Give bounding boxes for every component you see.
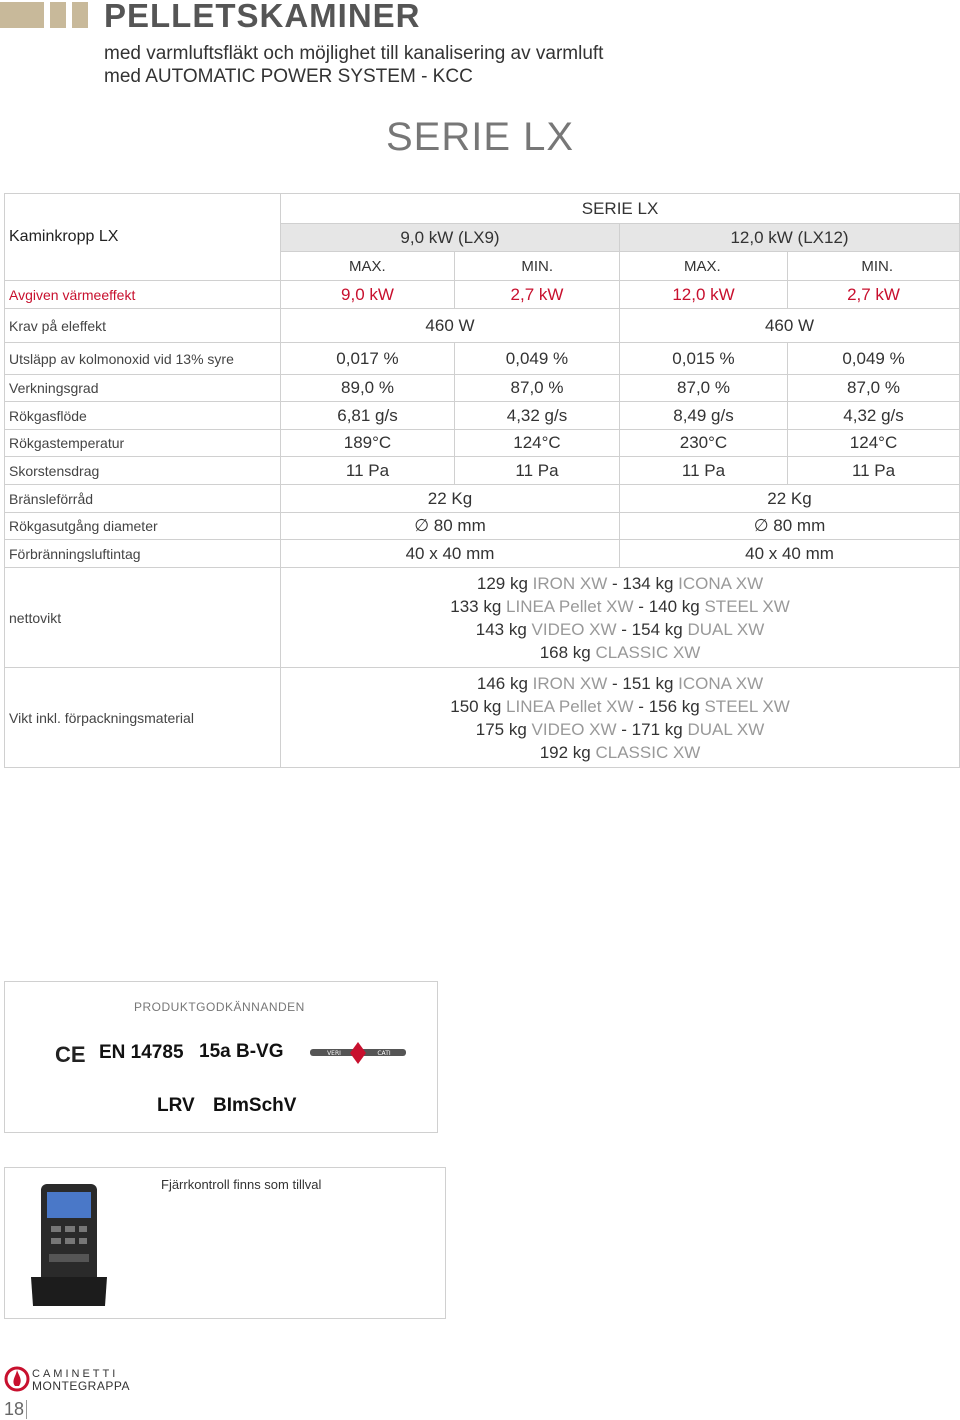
subtitle-line: med AUTOMATIC POWER SYSTEM - KCC [104,66,473,87]
cell-value: 87,0 % [620,375,788,402]
weight-line: 168 kg CLASSIC XW [539,642,701,662]
group-lx12: 12,0 kW (LX12) [620,224,960,252]
row-label: Rökgasflöde [5,402,281,430]
weight-line: 129 kg IRON XW - 134 kg ICONA XW [476,573,764,593]
weight-line: 143 kg VIDEO XW - 154 kg DUAL XW [475,619,765,639]
cell-value: 230°C [620,430,788,457]
cell-value: 22 Kg [620,485,960,513]
cell-value: 87,0 % [788,375,960,402]
remote-control-icon [27,1182,117,1307]
subtitle-line: med varmluftsfläkt och möjlighet till kanalisering av varmluft [104,43,604,64]
table-row [5,668,960,768]
ce-mark-icon: CE [55,1042,86,1067]
remote-note: Fjärrkontroll finns som tillval [161,1177,322,1192]
cert-label: PRODUKTGODKÄNNANDEN [134,1000,305,1014]
verification-logo-icon [308,1042,408,1064]
cell-value: 11 Pa [281,457,455,485]
cert-norm: EN 14785 [99,1042,184,1063]
weight-line: 150 kg LINEA Pellet XW - 156 kg STEEL XW [450,696,790,716]
weight-line: 192 kg CLASSIC XW [539,742,701,762]
col-min: MIN. [788,252,960,281]
table-row [5,343,960,375]
spec-table [4,193,960,768]
remote-control-box [4,1167,446,1319]
verif-logo-text: CATI [377,1050,391,1057]
table-row [5,281,960,309]
cell-value: 40 x 40 mm [620,540,960,568]
cell-value: 6,81 g/s [281,402,455,430]
corner-label: Kaminkropp LX [5,194,281,281]
table-row [5,568,960,668]
cert-code: 15a B-VG [199,1041,284,1062]
row-label: Rökgasutgång diameter [5,513,281,540]
row-label: Verkningsgrad [5,375,281,402]
weight-line: 146 kg IRON XW - 151 kg ICONA XW [476,673,764,693]
col-max: MAX. [281,252,455,281]
row-label: Utsläpp av kolmonoxid vid 13% syre [5,343,281,375]
table-row [5,309,960,343]
cell-value: 4,32 g/s [455,402,620,430]
cell-value: 189°C [281,430,455,457]
cell-value: 2,7 kW [788,281,960,309]
row-label: Förbränningsluftintag [5,540,281,568]
table-caption: SERIE LX [281,194,960,224]
row-label: Skorstensdrag [5,457,281,485]
cell-value: 460 W [620,309,960,343]
cell-value: 8,49 g/s [620,402,788,430]
cell-value: 12,0 kW [620,281,788,309]
brand-name-2: MONTEGRAPPA [32,1379,130,1393]
cell-value: 22 Kg [281,485,620,513]
cell-value: 0,049 % [455,343,620,375]
series-heading: SERIE LX [386,115,575,159]
table-row [5,430,960,457]
weight-line: 133 kg LINEA Pellet XW - 140 kg STEEL XW [450,596,790,616]
table-row [5,513,960,540]
group-lx9: 9,0 kW (LX9) [281,224,620,252]
cell-value: ∅ 80 mm [281,513,620,540]
table-row [5,457,960,485]
cell-value: 11 Pa [455,457,620,485]
row-label: Bränsleförråd [5,485,281,513]
cell-value: 9,0 kW [281,281,455,309]
brand-logo-icon [4,1364,30,1394]
cell-value: 0,017 % [281,343,455,375]
weights-cell [281,568,960,668]
table-row [5,540,960,568]
col-max: MAX. [620,252,788,281]
cell-value: 40 x 40 mm [281,540,620,568]
cell-value: 124°C [788,430,960,457]
cell-value: ∅ 80 mm [620,513,960,540]
cell-value: 89,0 % [281,375,455,402]
page-divider [26,1400,27,1419]
weights-cell [281,668,960,768]
table-row [5,375,960,402]
cell-value: 124°C [455,430,620,457]
row-label: Avgiven värmeeffekt [5,281,281,309]
cell-value: 11 Pa [788,457,960,485]
header-bar [50,2,66,28]
row-label: Rökgastemperatur [5,430,281,457]
cert-bimschv: BImSchV [213,1095,297,1116]
cell-value: 4,32 g/s [788,402,960,430]
brand-name-1: CAMINETTI [32,1368,119,1380]
cell-value: 87,0 % [455,375,620,402]
header-color-bars [0,2,88,28]
table-row [5,485,960,513]
row-label: Vikt inkl. förpackningsmaterial [5,668,281,768]
row-label: nettovikt [5,568,281,668]
page-subtitle [104,42,603,88]
verif-logo-text: VERI [327,1050,341,1057]
cell-value: 0,015 % [620,343,788,375]
header-bar [72,2,88,28]
page-number: 18 [4,1399,25,1419]
cert-lrv: LRV [157,1095,195,1116]
certification-box [4,981,438,1133]
row-label: Krav på eleffekt [5,309,281,343]
cell-value: 460 W [281,309,620,343]
cell-value: 2,7 kW [455,281,620,309]
cell-value: 0,049 % [788,343,960,375]
col-min: MIN. [455,252,620,281]
header-bar [0,2,44,28]
weight-line: 175 kg VIDEO XW - 171 kg DUAL XW [475,719,765,739]
table-row [5,402,960,430]
cell-value: 11 Pa [620,457,788,485]
page-title: PELLETSKAMINER [104,0,421,34]
